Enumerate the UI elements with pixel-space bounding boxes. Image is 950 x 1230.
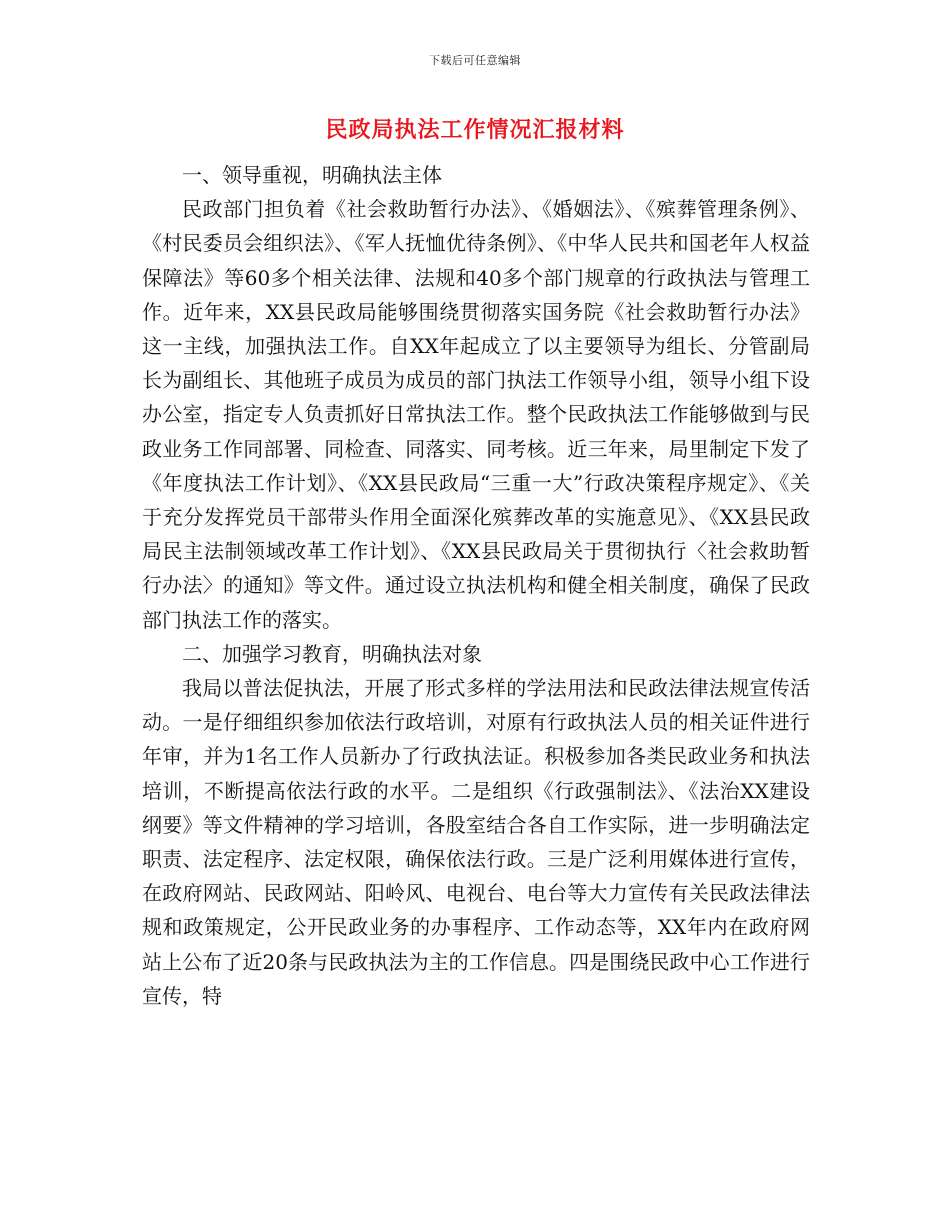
header-note: 下载后可任意编辑 (429, 54, 521, 67)
section-paragraph-2: 我局以普法促执法，开展了形式多样的学法用法和民政法律法规宣传活动。一是仔细组织参加依法行政培训，对原有行政执法人员的相关证件进行年审，并为1名工作人员新办了行政执法证。积极参加各类民政业务和执法培训，不断提高依法行政的水平。二是组织《行政强制法》、《法治XX建设纲要》等文件精神的学习培训，各股室结合各自工作实际，进一步明确法定职责、法定程序、法定权限，确保依法行政。三是广泛利用媒体进行宣传，在政府网站、民政网站、阳岭风、电视台、电台等大力宣传有关民政法律法规和政策规定，公开民政业务的办事程序、工作动态等，XX年内在政府网站上公布了近20条与民政执法为主的工作信息。四是围绕民政中心工作进行宣传，特 (142, 676, 810, 1008)
document-body (142, 158, 810, 1013)
section-heading-1: 一、领导重视，明确执法主体 (182, 163, 442, 187)
section-paragraph-1: 民政部门担负着《社会救助暂行办法》、《婚姻法》、《殡葬管理条例》、《村民委员会组织法》、《军人抚恤优待条例》、《中华人民共和国老年人权益保障法》等60多个相关法律、法规和40多个部门规章的行政执法与管理工作。近年来，XX县民政局能够围绕贯彻落实国务院《社会救助暂行办法》这一主线，加强执法工作。自XX年起成立了以主要领导为组长、分管副局长为副组长、其他班子成员为成员的部门执法工作领导小组，领导小组下设办公室，指定专人负责抓好日常执法工作。整个民政执法工作能够做到与民政业务工作同部署、同检查、同落实、同考核。近三年来，局里制定下发了《年度执法工作计划》、《XX县民政局“三重一大”行政决策程序规定》、《关于充分发挥党员干部带头作用全面深化殡葬改革的实施意见》、《XX县民政局民主法制领域改革工作计划》、《XX县民政局关于贯彻执行〈社会救助暂行办法〉的通知》等文件。通过设立执法机构和健全相关制度，确保了民政部门执法工作的落实。 (142, 197, 810, 632)
section-heading-2: 二、加强学习教育，明确执法对象 (182, 641, 482, 666)
document-title: 民政局执法工作情况汇报材料 (325, 117, 625, 143)
